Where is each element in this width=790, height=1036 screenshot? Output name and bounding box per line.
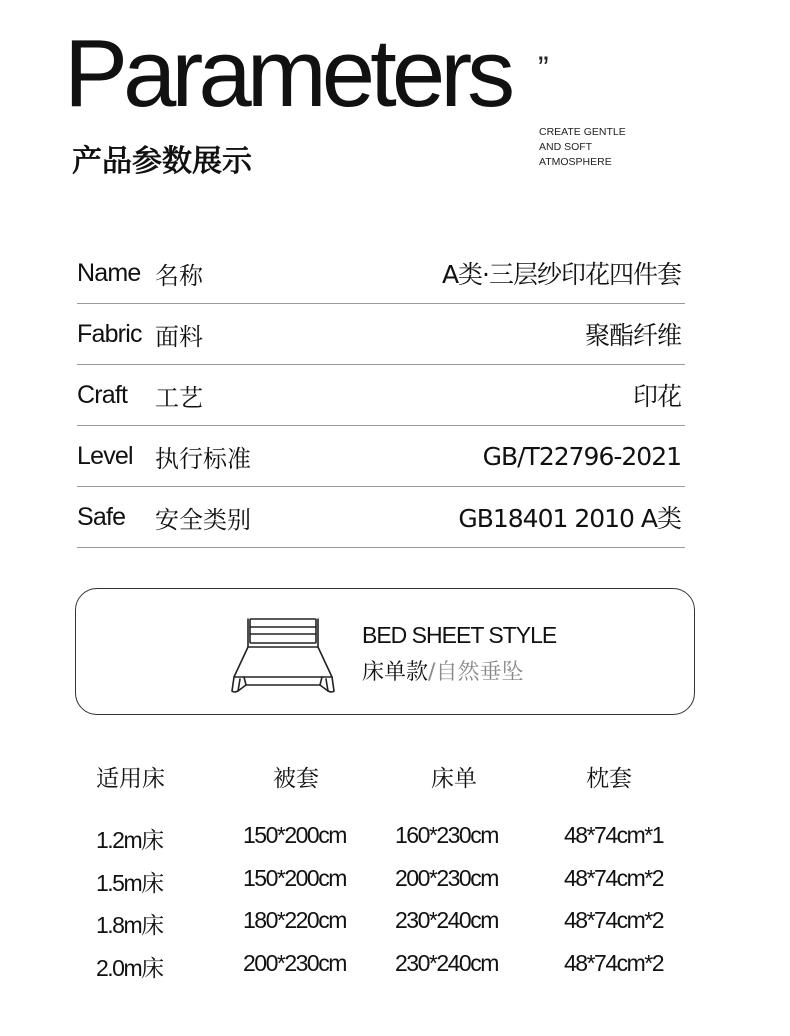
param-value: GB/T22796-2021 [482,441,681,471]
param-label-en: Name [77,258,141,287]
size-cell-pillowcase: 48*74cm*2 [564,865,664,891]
param-row-craft [77,365,685,426]
style-title-en: BED SHEET STYLE [362,622,557,648]
param-label-cn: 面料 [155,322,203,351]
style-title-cn-sub: 自然垂坠 [435,660,524,685]
size-cell-bed: 1.5m床 [96,870,163,896]
size-header-bed: 适用床 [96,766,165,792]
param-label-en: Safe [77,502,126,531]
bed-icon [226,617,338,697]
tagline [539,125,659,170]
page-subtitle: 产品参数展示 [72,144,252,179]
size-cell-pillowcase: 48*74cm*2 [564,950,664,976]
param-row-level [77,426,685,487]
param-label-en: Level [77,441,133,470]
size-cell-sheet: 160*230cm [395,822,498,848]
size-cell-sheet: 230*240cm [395,907,498,933]
size-cell-bed: 1.2m床 [96,827,163,853]
param-label-cn: 安全类别 [155,505,251,534]
tagline-line: ATMOSPHERE [539,156,612,168]
size-cell-duvet: 150*200cm [243,865,346,891]
size-cell-bed: 1.8m床 [96,912,163,938]
size-cell-duvet: 180*220cm [243,907,346,933]
tagline-line: AND SOFT [539,141,593,153]
table-row [0,865,790,895]
param-value: GB18401 2010 A类 [458,504,681,533]
size-header-pillowcase: 枕套 [586,766,632,792]
size-header-sheet: 床单 [431,766,477,792]
param-label-cn: 名称 [155,261,203,290]
param-value: A类·三层纱印花四件套 [441,260,681,289]
bed-sheet-style-card [75,588,695,715]
size-cell-pillowcase: 48*74cm*2 [564,907,664,933]
size-cell-duvet: 150*200cm [243,822,346,848]
param-value: 聚酯纤维 [584,321,681,350]
table-row [0,822,790,852]
param-row-name [77,243,685,304]
parameter-list [77,243,685,548]
size-cell-pillowcase: 48*74cm*1 [564,822,664,848]
page-title: Parameters [64,20,511,127]
param-value: 印花 [632,382,681,411]
quote-mark: ” [538,50,549,86]
param-label-en: Craft [77,380,128,409]
param-label-cn: 工艺 [155,383,203,412]
size-cell-duvet: 200*230cm [243,950,346,976]
size-cell-sheet: 200*230cm [395,865,498,891]
style-title-cn-main: 床单款 [362,660,429,685]
size-header-duvet: 被套 [273,766,319,792]
size-cell-sheet: 230*240cm [395,950,498,976]
style-title-cn [362,655,523,686]
param-row-safe [77,487,685,548]
tagline-line: CREATE GENTLE [539,126,626,138]
style-title-separator: / [428,660,436,685]
table-row [0,907,790,937]
param-row-fabric [77,304,685,365]
param-label-cn: 执行标准 [155,444,251,473]
size-cell-bed: 2.0m床 [96,955,163,981]
table-row [0,950,790,980]
param-label-en: Fabric [77,319,142,348]
